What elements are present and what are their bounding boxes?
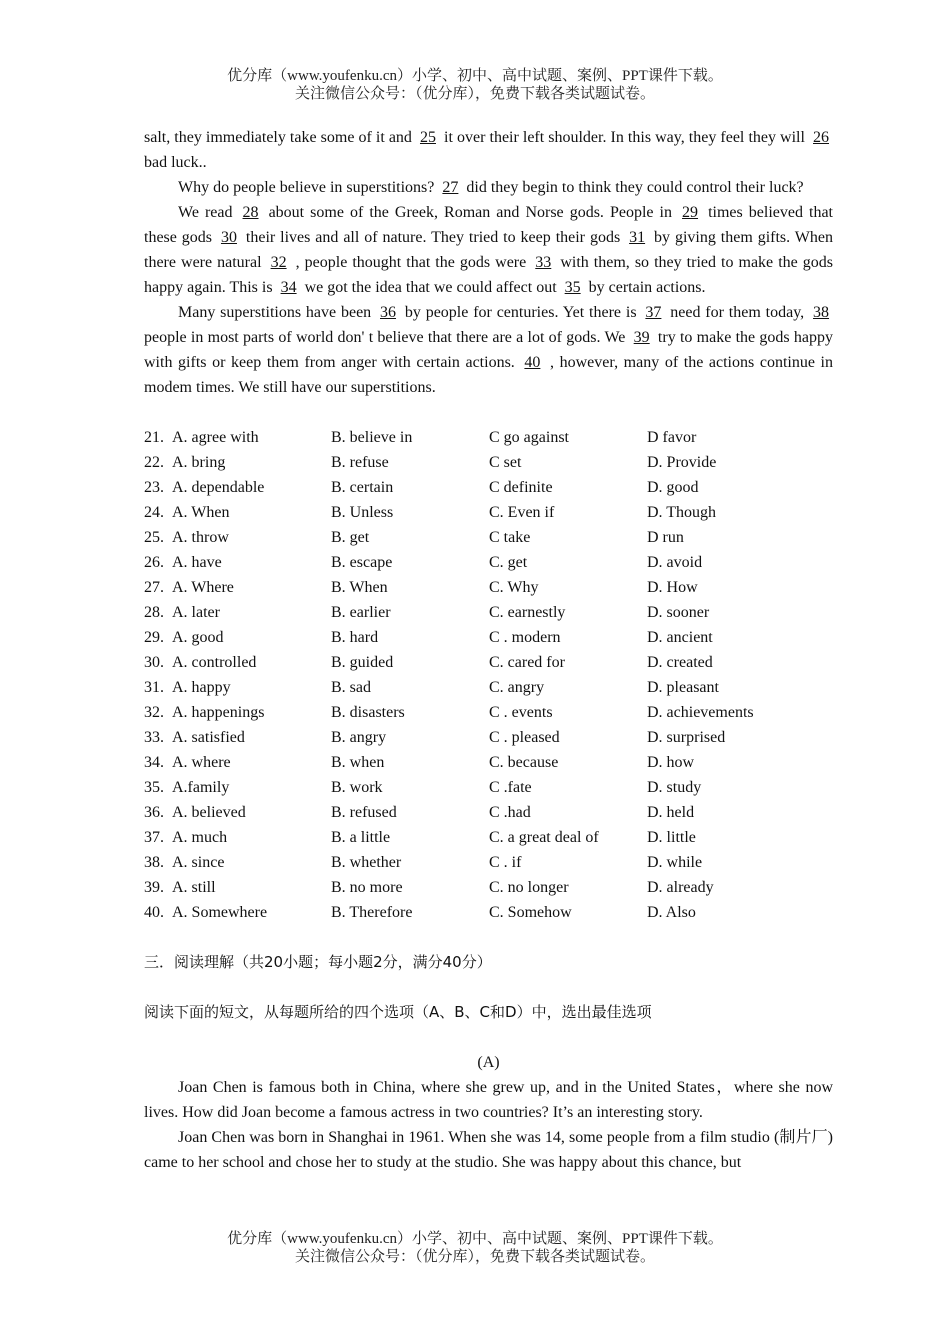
passage-text: try to make the gods happy with gifts or keep them from anger with certain actions. (144, 329, 833, 371)
cloze-blank-36: 36 (380, 304, 397, 321)
cloze-blank-33: 33 (535, 254, 552, 271)
option-d: D. held (647, 804, 695, 821)
option-row (144, 800, 833, 825)
option-d: D. How (647, 579, 698, 596)
option-row (144, 875, 833, 900)
cloze-blank-39: 39 (633, 329, 650, 346)
option-a: A. later (172, 604, 220, 621)
footer-line-1: 优分库（www.youfenku.cn）小学、初中、高中试题、案例、PPT课件下载。 (227, 1231, 723, 1247)
option-row (144, 500, 833, 525)
option-d: D. little (647, 829, 696, 846)
option-c: C . modern (489, 629, 561, 646)
passage-text: , however, many of the actions continue in modem times. We still have our superstitions. (144, 354, 833, 396)
option-c: C take (489, 529, 531, 546)
option-row (144, 900, 833, 925)
option-row (144, 600, 833, 625)
option-b: B. when (331, 754, 385, 771)
question-number: 32. (144, 704, 164, 721)
cloze-blank-25: 25 (419, 129, 436, 146)
cloze-blank-28: 28 (242, 204, 259, 221)
option-row (144, 550, 833, 575)
option-b: B. whether (331, 854, 402, 871)
option-b: B. refuse (331, 454, 389, 471)
question-number: 28. (144, 604, 164, 621)
passage-text: We read (178, 204, 239, 221)
header-line-2: 关注微信公众号：（优分库），免费下载各类试题试卷。 (294, 86, 655, 102)
cloze-passage (144, 125, 833, 400)
option-d: D. Provide (647, 454, 717, 471)
page-footer (0, 1230, 950, 1266)
option-c: C . pleased (489, 729, 560, 746)
option-d: D. avoid (647, 554, 703, 571)
option-a: A. bring (172, 454, 226, 471)
option-c: C. a great deal of (489, 829, 599, 846)
question-number: 25. (144, 529, 164, 546)
option-c: C go against (489, 429, 569, 446)
option-d: D. Though (647, 504, 717, 521)
option-a: A. much (172, 829, 228, 846)
option-b: B. angry (331, 729, 387, 746)
option-row (144, 625, 833, 650)
question-number: 23. (144, 479, 164, 496)
option-b: B. sad (331, 679, 371, 696)
option-b: B. refused (331, 804, 397, 821)
option-row (144, 675, 833, 700)
option-a: A. believed (172, 804, 246, 821)
option-a: A. Where (172, 579, 234, 596)
question-number: 31. (144, 679, 164, 696)
option-row (144, 850, 833, 875)
option-c: C definite (489, 479, 553, 496)
option-b: B. escape (331, 554, 393, 571)
passage-paragraph (144, 300, 833, 400)
question-number: 39. (144, 879, 164, 896)
option-d: D. ancient (647, 629, 713, 646)
question-number: 22. (144, 454, 164, 471)
passage-text: need for them today, (665, 304, 810, 321)
option-row (144, 650, 833, 675)
cloze-options (144, 425, 833, 925)
option-b: B. a little (331, 829, 391, 846)
cloze-blank-34: 34 (280, 279, 297, 296)
passage-paragraph (144, 125, 833, 175)
option-d: D. already (647, 879, 714, 896)
option-row (144, 775, 833, 800)
passage-text: times believed that these gods (144, 204, 833, 246)
page-content (144, 125, 833, 1175)
question-number: 21. (144, 429, 164, 446)
cloze-blank-31: 31 (629, 229, 646, 246)
question-number: 30. (144, 654, 164, 671)
option-d: D. while (647, 854, 703, 871)
option-a: A. satisfied (172, 729, 245, 746)
cloze-blank-38: 38 (813, 304, 830, 321)
option-row (144, 575, 833, 600)
passage-text: Many superstitions have been (178, 304, 377, 321)
passage-text: did they begin to think they could control their luck? (462, 179, 804, 196)
option-d: D. study (647, 779, 702, 796)
question-number: 35. (144, 779, 164, 796)
passage-text: bad luck.. (144, 154, 207, 171)
passage-text: we got the idea that we could affect out (300, 279, 561, 296)
passage-text: by people for centuries. Yet there is (400, 304, 642, 321)
question-number: 37. (144, 829, 164, 846)
option-row (144, 525, 833, 550)
option-c: C. cared for (489, 654, 565, 671)
passage-text: about some of the Greek, Roman and Norse gods. People in (262, 204, 679, 221)
cloze-blank-27: 27 (442, 179, 459, 196)
option-c: C. earnestly (489, 604, 566, 621)
page-header (0, 67, 950, 103)
option-a: A. agree with (172, 429, 259, 446)
option-d: D. sooner (647, 604, 710, 621)
passage-a-title: (A) (477, 1054, 500, 1071)
option-c: C. get (489, 554, 528, 571)
option-d: D. created (647, 654, 713, 671)
option-c: C. no longer (489, 879, 569, 896)
question-number: 40. (144, 904, 164, 921)
option-d: D. good (647, 479, 699, 496)
cloze-blank-29: 29 (682, 204, 699, 221)
option-c: C. Why (489, 579, 539, 596)
passage-text: people in most parts of world don' t believe that there are a lot of gods. We (144, 329, 630, 346)
option-b: B. guided (331, 654, 394, 671)
option-a: A. happenings (172, 704, 265, 721)
passage-text: , people thought that the gods were (290, 254, 532, 271)
option-d: D. pleasant (647, 679, 719, 696)
option-a: A. have (172, 554, 222, 571)
header-line-1: 优分库（www.youfenku.cn）小学、初中、高中试题、案例、PPT课件下载。 (227, 68, 723, 84)
option-a: A. happy (172, 679, 231, 696)
cloze-blank-37: 37 (645, 304, 662, 321)
section-heading: 三．阅读理解（共20小题；每小题2分，满分40分） (144, 953, 492, 971)
option-b: B. get (331, 529, 370, 546)
option-c: C .fate (489, 779, 532, 796)
question-number: 29. (144, 629, 164, 646)
option-a: A. controlled (172, 654, 257, 671)
option-c: C . events (489, 704, 553, 721)
option-b: B. Unless (331, 504, 394, 521)
cloze-blank-32: 32 (270, 254, 287, 271)
option-b: B. believe in (331, 429, 413, 446)
passage-paragraph (144, 200, 833, 300)
option-c: C. Even if (489, 504, 555, 521)
option-c: C. Somehow (489, 904, 572, 921)
passage-a-paragraph: Joan Chen was born in Shanghai in 1961. When she was 14, some people from a film studio (制片厂) came to her school and chose her to study at the studio. She was happy about this chance, but (144, 1129, 833, 1171)
cloze-blank-35: 35 (564, 279, 581, 296)
question-number: 27. (144, 579, 164, 596)
option-a: A. still (172, 879, 216, 896)
section-instruction: 阅读下面的短文，从每题所给的四个选项（A、B、C和D）中，选出最佳选项 (144, 1003, 652, 1021)
question-number: 38. (144, 854, 164, 871)
option-row (144, 700, 833, 725)
question-number: 26. (144, 554, 164, 571)
option-c: C. because (489, 754, 559, 771)
option-d: D. surprised (647, 729, 726, 746)
option-b: B. Therefore (331, 904, 413, 921)
passage-text: their lives and all of nature. They tried to keep their gods (240, 229, 626, 246)
option-a: A. When (172, 504, 230, 521)
option-d: D. achievements (647, 704, 754, 721)
passage-text: by giving them gifts. When there were natural (144, 229, 833, 271)
option-d: D. Also (647, 904, 696, 921)
option-row (144, 825, 833, 850)
footer-line-2: 关注微信公众号：（优分库），免费下载各类试题试卷。 (294, 1249, 655, 1265)
option-a: A. good (172, 629, 224, 646)
option-c: C . if (489, 854, 522, 871)
option-a: A.family (172, 779, 230, 796)
passage-text: by certain actions. (584, 279, 706, 296)
passage-a-paragraph: Joan Chen is famous both in China, where she grew up, and in the United States，where she now lives. How did Joan become a famous actress in two countries? It’s an interesting story. (144, 1079, 833, 1121)
option-a: A. throw (172, 529, 229, 546)
option-c: C .had (489, 804, 531, 821)
cloze-blank-30: 30 (220, 229, 237, 246)
option-a: A. dependable (172, 479, 265, 496)
passage-paragraph (144, 175, 833, 200)
passage-text: Why do people believe in superstitions? (178, 179, 439, 196)
option-row (144, 750, 833, 775)
passage-text: salt, they immediately take some of it and (144, 129, 416, 146)
option-b: B. earlier (331, 604, 391, 621)
question-number: 34. (144, 754, 164, 771)
option-row (144, 425, 833, 450)
option-row (144, 450, 833, 475)
question-number: 36. (144, 804, 164, 821)
option-c: C. angry (489, 679, 545, 696)
option-b: B. certain (331, 479, 394, 496)
option-row (144, 475, 833, 500)
option-c: C set (489, 454, 522, 471)
option-a: A. where (172, 754, 231, 771)
question-number: 33. (144, 729, 164, 746)
option-b: B. disasters (331, 704, 405, 721)
cloze-blank-26: 26 (813, 129, 829, 146)
question-number: 24. (144, 504, 164, 521)
option-d: D. how (647, 754, 695, 771)
option-b: B. work (331, 779, 383, 796)
option-a: A. Somewhere (172, 904, 268, 921)
option-row (144, 725, 833, 750)
option-d: D run (647, 529, 684, 546)
option-b: B. When (331, 579, 388, 596)
option-b: B. hard (331, 629, 379, 646)
option-d: D favor (647, 429, 697, 446)
option-b: B. no more (331, 879, 403, 896)
option-a: A. since (172, 854, 225, 871)
passage-text: it over their left shoulder. In this way, they feel they will (439, 129, 809, 146)
passage-text: with them, so they tried to make the gods happy again. This is (144, 254, 834, 296)
cloze-blank-40: 40 (524, 354, 541, 371)
